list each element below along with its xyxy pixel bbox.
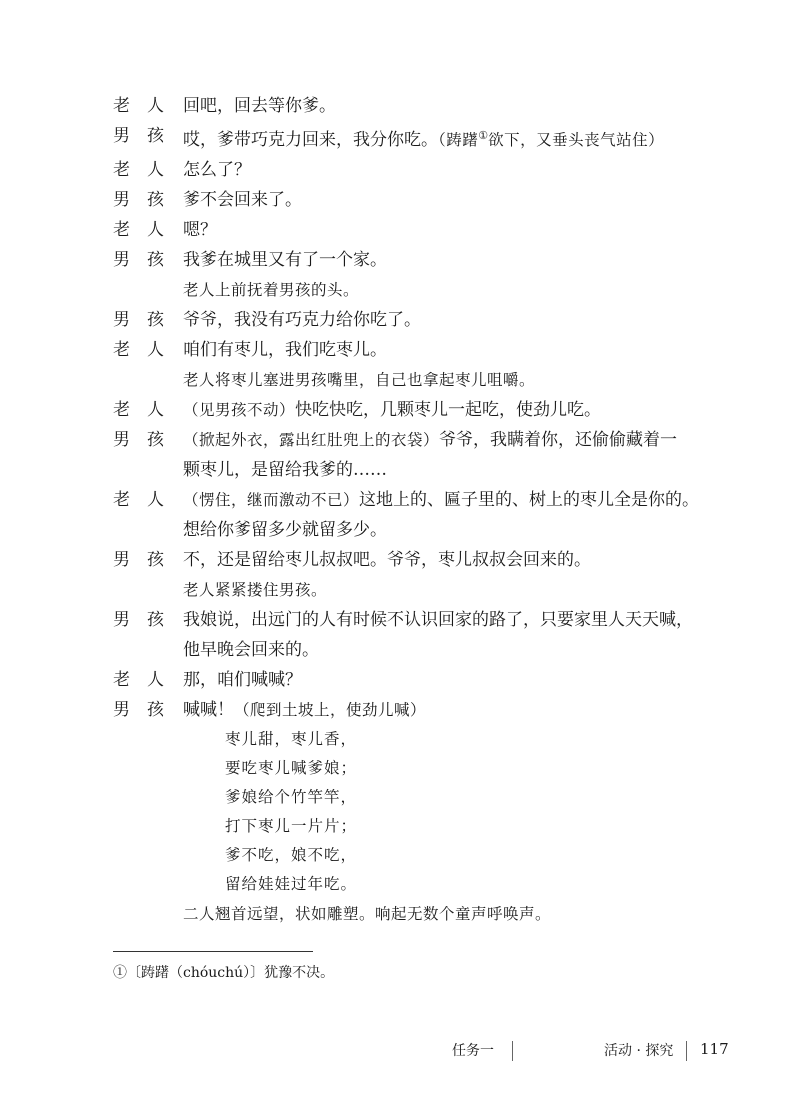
dialogue-speech: 我爹在城里又有了一个家。 bbox=[183, 250, 387, 270]
dialogue-text bbox=[183, 485, 733, 515]
dialogue-line bbox=[113, 305, 733, 335]
dialogue-speech: 嗯？ bbox=[183, 220, 217, 240]
dialogue-line bbox=[113, 395, 733, 425]
speaker-name: 男 孩 bbox=[113, 190, 164, 210]
footer-task: 任务一 bbox=[452, 1043, 494, 1059]
dialogue-speech: 快吃快吃，几颗枣儿一起吃，使劲儿吃。 bbox=[295, 400, 602, 420]
footer-activity: 活动 · 探究 bbox=[604, 1043, 674, 1059]
stage-direction: 老人上前抚着男孩的头。 bbox=[183, 281, 360, 299]
speaker-name: 男 孩 bbox=[113, 310, 164, 330]
footnote: ①〔踌躇（chóuchú）〕犹豫不决。 bbox=[113, 965, 335, 981]
footnote-marker: ① bbox=[478, 129, 489, 142]
dialogue-speech: 喊喊！ bbox=[183, 700, 234, 720]
dialogue-text bbox=[183, 91, 733, 121]
dialogue-text bbox=[183, 425, 733, 455]
stage-note: （爬到土坡上，使劲儿喊） bbox=[234, 701, 427, 719]
speaker-name: 老 人 bbox=[113, 96, 164, 116]
dialogue-continuation: 颗枣儿，是留给我爹的…… bbox=[183, 460, 387, 480]
speaker-name: 老 人 bbox=[113, 160, 164, 180]
stage-note: （愣住，继而激动不已） bbox=[183, 491, 360, 509]
song-line: 爹娘给个竹竿竿， bbox=[225, 788, 358, 806]
stage-note: （踌躇 bbox=[438, 131, 479, 149]
dialogue-text bbox=[183, 695, 733, 725]
stage-note: 欲下，又垂头丧气站住） bbox=[488, 131, 665, 149]
song-line: 枣儿甜，枣儿香， bbox=[225, 730, 358, 748]
stage-note: （见男孩不动） bbox=[183, 401, 296, 419]
song-line: 爹不吃，娘不吃， bbox=[225, 846, 358, 864]
dialogue-line bbox=[113, 215, 733, 245]
dialogue-line bbox=[113, 665, 733, 695]
footer-divider bbox=[512, 1041, 513, 1061]
dialogue-text bbox=[183, 665, 733, 695]
dialogue-continuation: 他早晚会回来的。 bbox=[183, 640, 319, 660]
speaker-name: 男 孩 bbox=[113, 126, 164, 146]
footer-divider bbox=[686, 1041, 687, 1061]
speaker-name: 老 人 bbox=[113, 490, 164, 510]
dialogue-speech: 爹不会回来了。 bbox=[183, 190, 302, 210]
speaker-name: 男 孩 bbox=[113, 610, 164, 630]
speaker-name: 老 人 bbox=[113, 400, 164, 420]
speaker-name: 男 孩 bbox=[113, 700, 164, 720]
dialogue-speech: 那，咱们喊喊？ bbox=[183, 670, 302, 690]
dialogue-line bbox=[113, 605, 733, 635]
stage-direction: 老人将枣儿塞进男孩嘴里，自己也拿起枣儿咀嚼。 bbox=[183, 371, 536, 389]
dialogue-text bbox=[183, 545, 733, 575]
dialogue-text bbox=[183, 121, 733, 155]
dialogue-line bbox=[113, 335, 733, 365]
dialogue-text bbox=[183, 215, 733, 245]
dialogue-text bbox=[183, 155, 733, 185]
dialogue-speech: 爷爷，我没有巧克力给你吃了。 bbox=[183, 310, 421, 330]
dialogue-continuation: 想给你爹留多少就留多少。 bbox=[183, 520, 387, 540]
dialogue-line bbox=[113, 245, 733, 275]
dialogue-line bbox=[113, 485, 733, 515]
dialogue-line bbox=[113, 425, 733, 455]
footnote-rule bbox=[113, 951, 313, 952]
final-stage-direction: 二人翘首远望，状如雕塑。响起无数个童声呼唤声。 bbox=[183, 905, 552, 923]
dialogue-speech: 哎，爹带巧克力回来，我分你吃。 bbox=[183, 130, 438, 150]
dialogue-text bbox=[183, 335, 733, 365]
speaker-name: 男 孩 bbox=[113, 250, 164, 270]
dialogue-text bbox=[183, 185, 733, 215]
dialogue-speech: 怎么了？ bbox=[183, 160, 251, 180]
dialogue-line bbox=[113, 91, 733, 121]
speaker-name: 男 孩 bbox=[113, 550, 164, 570]
stage-direction: 老人紧紧搂住男孩。 bbox=[183, 581, 328, 599]
speaker-name: 老 人 bbox=[113, 670, 164, 690]
speaker-name: 老 人 bbox=[113, 220, 164, 240]
dialogue-speech: 这地上的、匾子里的、树上的枣儿全是你的。 bbox=[359, 490, 700, 510]
dialogue-text bbox=[183, 245, 733, 275]
page-number: 117 bbox=[700, 1040, 729, 1058]
dialogue-text bbox=[183, 605, 733, 635]
dialogue-speech: 咱们有枣儿，我们吃枣儿。 bbox=[183, 340, 387, 360]
dialogue-speech: 回吧，回去等你爹。 bbox=[183, 96, 336, 116]
stage-note: （掀起外衣，露出红肚兜上的衣袋） bbox=[183, 431, 440, 449]
song-line: 留给娃娃过年吃。 bbox=[225, 875, 358, 893]
dialogue-line bbox=[113, 121, 733, 155]
speaker-name: 男 孩 bbox=[113, 430, 164, 450]
dialogue-text bbox=[183, 395, 733, 425]
dialogue-line bbox=[113, 185, 733, 215]
dialogue-text bbox=[183, 305, 733, 335]
song-line: 打下枣儿一片片； bbox=[225, 817, 358, 835]
dialogue-line bbox=[113, 545, 733, 575]
dialogue-speech: 我娘说，出远门的人有时候不认识回家的路了，只要家里人天天喊， bbox=[183, 610, 693, 630]
dialogue-line bbox=[113, 155, 733, 185]
play-script bbox=[113, 91, 733, 929]
dialogue-line bbox=[113, 695, 733, 725]
speaker-name: 老 人 bbox=[113, 340, 164, 360]
dialogue-speech: 不，还是留给枣儿叔叔吧。爷爷，枣儿叔叔会回来的。 bbox=[183, 550, 591, 570]
dialogue-speech: 爷爷，我瞒着你，还偷偷藏着一 bbox=[439, 430, 678, 450]
song-line: 要吃枣儿喊爹娘； bbox=[225, 759, 358, 777]
